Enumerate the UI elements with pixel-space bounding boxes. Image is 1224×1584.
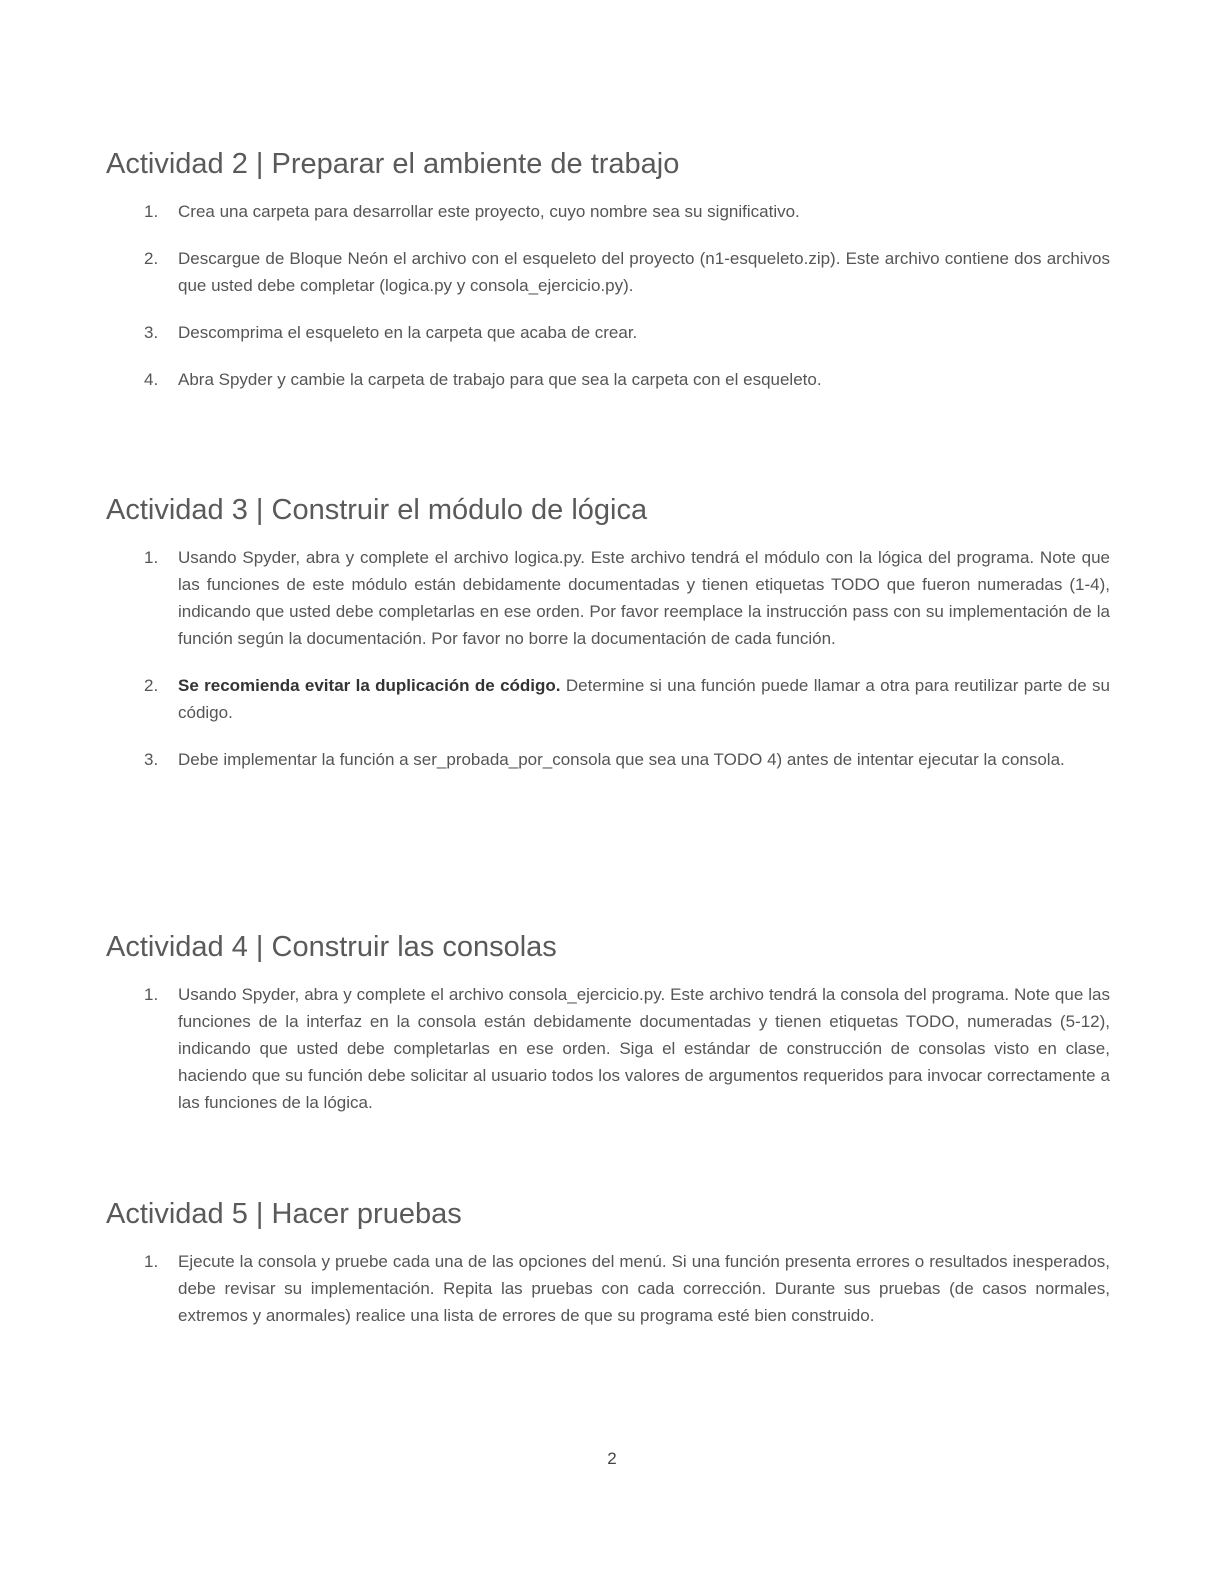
section-actividad-4 bbox=[106, 929, 1110, 1136]
page-number: 2 bbox=[607, 1449, 617, 1468]
section-heading: Actividad 3 | Construir el módulo de lógica bbox=[106, 494, 648, 526]
list-item bbox=[106, 746, 1110, 773]
list-item bbox=[106, 1248, 1110, 1329]
item-number: 1. bbox=[144, 1252, 159, 1271]
list-item bbox=[106, 544, 1110, 652]
section-actividad-3 bbox=[106, 492, 1110, 793]
item-list bbox=[106, 1248, 1110, 1329]
section-heading: Actividad 2 | Preparar el ambiente de trabajo bbox=[106, 148, 680, 180]
list-item bbox=[106, 319, 1110, 346]
item-list bbox=[106, 198, 1110, 393]
item-number: 1. bbox=[144, 548, 159, 567]
item-bold-text: Se recomienda evitar la duplicación de código. bbox=[178, 676, 561, 695]
section-heading: Actividad 4 | Construir las consolas bbox=[106, 931, 557, 963]
item-text: Abra Spyder y cambie la carpeta de trabajo para que sea la carpeta con el esqueleto. bbox=[178, 370, 822, 389]
item-text: Ejecute la consola y pruebe cada una de las opciones del menú. Si una función presenta errores o resultados inesperados, debe revisar su implementación. Repita las pruebas con cada corrección. Durante sus pruebas (de casos normales, extremos y anormales) realice una lista de errores de que su programa esté bien construido. bbox=[178, 1252, 1110, 1325]
item-number: 1. bbox=[144, 985, 159, 1004]
item-number: 3. bbox=[144, 323, 159, 342]
list-item bbox=[106, 198, 1110, 225]
item-number: 4. bbox=[144, 370, 159, 389]
item-number: 2. bbox=[144, 676, 159, 695]
item-text: Usando Spyder, abra y complete el archivo logica.py. Este archivo tendrá el módulo con la lógica del programa. Note que las funciones de este módulo están debidamente documentadas y tienen etiquetas TODO que fueron numeradas (1-4), indicando que usted debe completarlas en ese orden. Por favor reemplace la instrucción pass con su implementación de la función según la documentación. Por favor no borre la documentación de cada función. bbox=[178, 548, 1110, 648]
item-list bbox=[106, 544, 1110, 773]
list-item bbox=[106, 672, 1110, 726]
item-number: 3. bbox=[144, 750, 159, 769]
item-list bbox=[106, 981, 1110, 1116]
item-text: Descargue de Bloque Neón el archivo con el esqueleto del proyecto (n1-esqueleto.zip). Este archivo contiene dos archivos que usted debe completar (logica.py y consola_ejercicio.py). bbox=[178, 249, 1110, 295]
item-text: Usando Spyder, abra y complete el archivo consola_ejercicio.py. Este archivo tendrá la consola del programa. Note que las funciones de la interfaz en la consola están debidamente documentadas y tienen etiquetas TODO, numeradas (5-12), indicando que usted debe completarlas en ese orden. Siga el estándar de construcción de consolas visto en clase, haciendo que su función debe solicitar al usuario todos los valores de argumentos requeridos para invocar correctamente a las funciones de la lógica. bbox=[178, 985, 1110, 1112]
item-text: Crea una carpeta para desarrollar este proyecto, cuyo nombre sea su significativo. bbox=[178, 202, 800, 221]
item-number: 2. bbox=[144, 249, 159, 268]
list-item bbox=[106, 366, 1110, 393]
item-text: Determine si una función puede llamar a otra para reutilizar parte de su código. bbox=[178, 676, 1110, 722]
item-number: 1. bbox=[144, 202, 159, 221]
list-item bbox=[106, 245, 1110, 299]
section-heading: Actividad 5 | Hacer pruebas bbox=[106, 1198, 462, 1230]
item-text: Debe implementar la función a ser_probada_por_consola que sea una TODO 4) antes de intentar ejecutar la consola. bbox=[178, 750, 1065, 769]
list-item bbox=[106, 981, 1110, 1116]
section-actividad-5 bbox=[106, 1196, 1110, 1349]
item-text: Descomprima el esqueleto en la carpeta que acaba de crear. bbox=[178, 323, 638, 342]
section-actividad-2 bbox=[106, 146, 1110, 413]
